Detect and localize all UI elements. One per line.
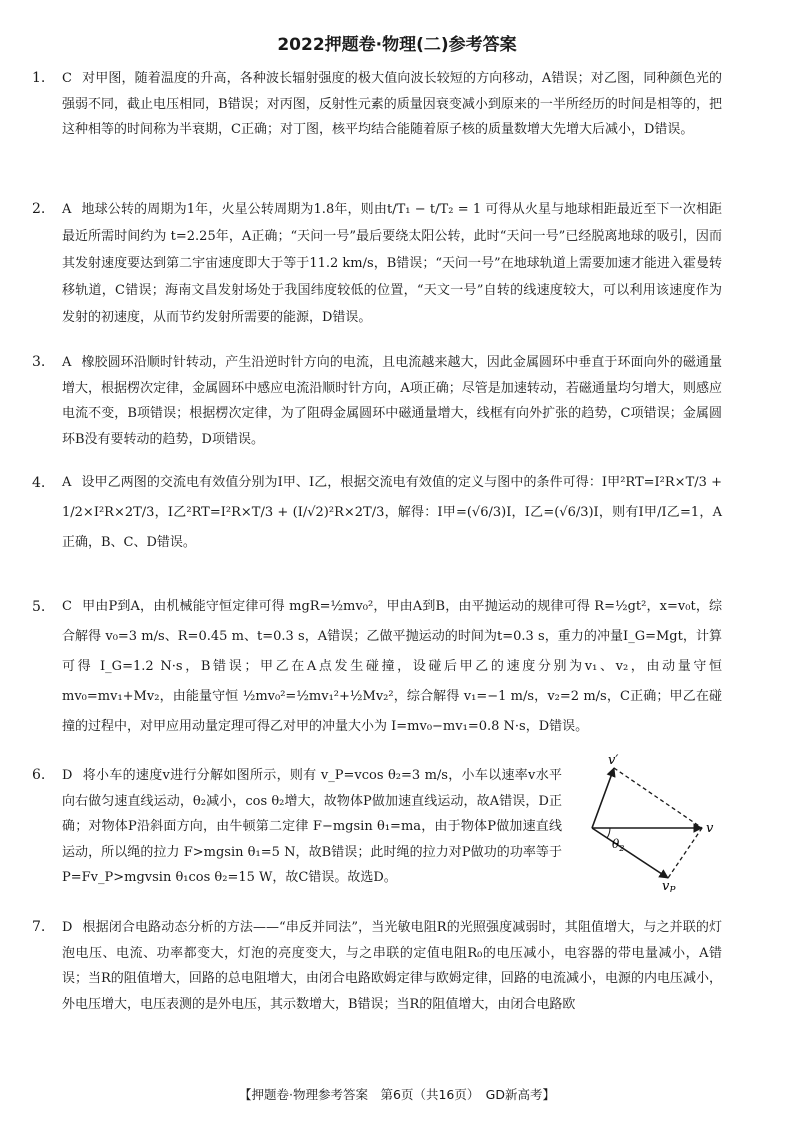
item-number: 3.: [32, 354, 46, 370]
answer-item-3: [32, 350, 722, 452]
answer-choice: D: [62, 768, 73, 783]
item-number: 6.: [32, 767, 46, 783]
item-number: 7.: [32, 919, 46, 935]
answer-explanation: 甲由P到A，由机械能守恒定律可得 mgR=½mv₀²，甲由A到B，由平抛运动的规律可得 R=½gt²，x=v₀t，综合解得 v₀=3 m/s、R=0.45 m、t=0.3 s，A错误；乙做平抛运动的时间为t=0.3 s，重力的冲量I_G=Mgt，计算可得 I_G=1.2 N·s，B错误；甲乙在A点发生碰撞，设碰后甲乙的速度分别为v₁、v₂，由动量守恒 mv₀=mv₁+Mv₂，由能量守恒 ½mv₀²=½mv₁²+½Mv₂²，综合解得 v₁=−1 m/s，v₂=2 m/s，C正确；甲乙在碰撞的过程中，对甲应用动量定理可得乙对甲的冲量大小为 I=mv₀−mv₁=0.8 N·s，D错误。: [62, 599, 722, 734]
item-number: 2.: [32, 201, 46, 217]
label-v: v: [706, 821, 714, 836]
vprime-arrow: [592, 768, 614, 828]
answer-item-5: [32, 592, 722, 742]
answer-choice: C: [62, 71, 72, 86]
answer-explanation: 地球公转的周期为1年，火星公转周期为1.8年，则由t/T₁ − t/T₂ = 1 可得从火星与地球相距最近至下一次相距最近所需时间约为 t=2.25年，A正确；“天问一号”最后要绕太阳公转，此时“天问一号”已经脱离地球的吸引，因而其发射速度要达到第二宇宙速度即大于等于11.2 km/s，B错误；“天问一号”在地球轨道上需要加速才能进入霍曼转移轨道，C错误；海南文昌发射场处于我国纬度较低的位置，“天文一号”自转的线速度较大，可以利用该速度作为发射的初速度，从而节约发射所需要的能源，D错误。: [62, 202, 722, 325]
answer-explanation: 对甲图，随着温度的升高，各种波长辐射强度的极大值向波长较短的方向移动，A错误；对乙图，同种颜色光的强弱不同，截止电压相同，B错误；对丙图，反射性元素的质量因衰变减小到原来的一半所经历的时间是相等的，把这种相等的时间称为半衰期，C正确；对丁图，核平均结合能随着原子核的质量数增大先增大后减小，D错误。: [62, 71, 722, 137]
answer-choice: A: [62, 475, 72, 490]
answer-explanation: 将小车的速度v进行分解如图所示，则有 v_P=vcos θ₂=3 m/s，小车以速率v水平向右做匀速直线运动，θ₂减小，cos θ₂增大，故物体P做加速直线运动，故A错误，D正确；对物体P沿斜面方向，由牛顿第二定律 F−mgsin θ₁=ma，由于物体P做加速直线运动，所以绳的拉力 F>mgsin θ₁=5 N，故B错误；此时绳的拉力对P做功的功率等于 P=Fv_P>mgvsin θ₁cos θ₂=15 W，故C错误。故选D。: [62, 768, 562, 885]
answer-explanation: 根据闭合电路动态分析的方法——“串反并同法”，当光敏电阻R的光照强度减弱时，其阻值增大，与之并联的灯泡电压、电流、功率都变大，灯泡的亮度变大，与之串联的定值电阻R₀的电压减小，电容器的带电量减小，A错误；当R的阻值增大，回路的总电阻增大，由闭合电路欧姆定律与欧姆定律，回路的电流减小，电源的内电压减小，外电压增大，电压表测的是外电压，其示数增大，B错误；当R的阻值增大，由闭合电路欧: [62, 920, 722, 1012]
velocity-decomposition-figure: [582, 752, 742, 892]
answer-item-4: [32, 468, 722, 558]
answer-item-7: [32, 915, 722, 1017]
dashed-line-top: [614, 768, 702, 828]
theta-arc: [607, 828, 610, 838]
answer-choice: D: [62, 920, 73, 935]
answer-explanation: 橡胶圆环沿顺时针转动，产生沿逆时针方向的电流，且电流越来越大，因此金属圆环中垂直于环面向外的磁通量增大，根据楞次定律，金属圆环中感应电流沿顺时针方向，A项正确；尽管是加速转动，若磁通量均匀增大，则感应电流不变，B项错误；根据楞次定律，为了阻碍金属圆环中磁通量增大，线框有向外扩张的趋势，C项错误；金属圆环B没有要转动的趋势，D项错误。: [62, 355, 722, 447]
answer-choice: A: [62, 202, 72, 217]
item-number: 1.: [32, 70, 46, 86]
answer-explanation: 设甲乙两图的交流电有效值分别为I甲、I乙，根据交流电有效值的定义与图中的条件可得：I甲²RT=I²R×T/3 + 1/2×I²R×2T/3，I乙²RT=I²R×T/3 + (I/√2)²R×2T/3，解得：I甲=(√6/3)I，I乙=(√6/3)I，则有I甲/I乙=1，A正确，B、C、D错误。: [62, 475, 722, 550]
page-title: 2022押题卷·物理(二)参考答案: [277, 35, 517, 55]
label-vp: $v_P$: [662, 879, 676, 892]
item-number: 5.: [32, 599, 46, 615]
item-number: 4.: [32, 475, 46, 491]
answer-item-2: [32, 196, 722, 331]
page-footer: 【押题卷·物理参考答案 第6页（共16页） GD新高考】: [239, 1087, 555, 1102]
vp-arrow: [592, 828, 668, 878]
answer-choice: C: [62, 599, 72, 614]
label-theta: $\theta_2$: [612, 837, 625, 853]
answer-item-1: [32, 66, 722, 143]
label-vprime: v′: [608, 753, 619, 768]
dashed-line-right: [668, 828, 702, 878]
answer-choice: A: [62, 355, 72, 370]
